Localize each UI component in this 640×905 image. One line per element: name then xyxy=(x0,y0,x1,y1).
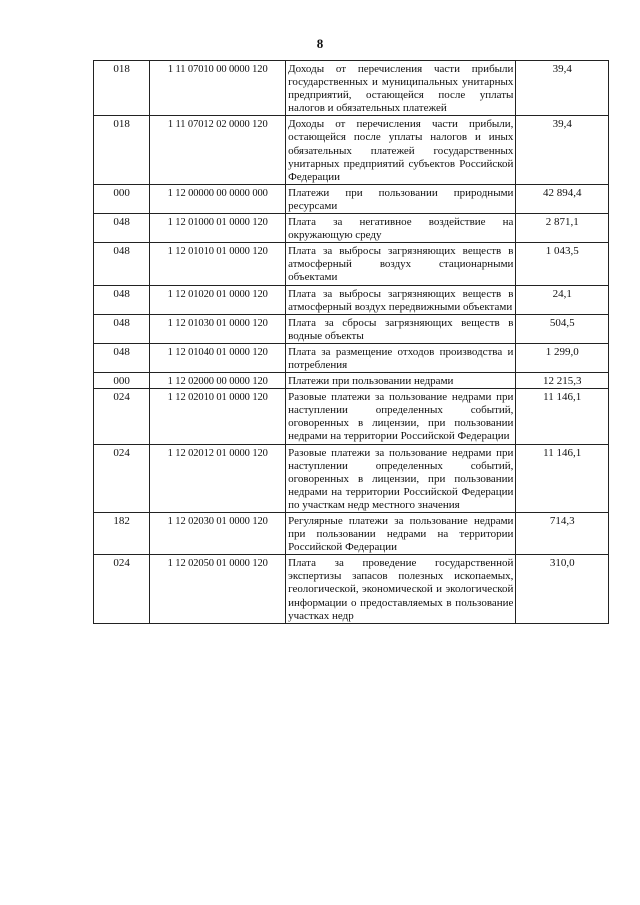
amount-cell: 11 146,1 xyxy=(516,444,609,512)
budget-code-cell: 1 12 02010 01 0000 120 xyxy=(150,389,286,444)
budget-code-cell: 1 12 01040 01 0000 120 xyxy=(150,343,286,372)
revenue-name-cell: Доходы от перечисления части прибыли, остающейся после уплаты налогов и иных обязательных платежей государственных унитарных предприятий субъектов Российской Федерации xyxy=(286,116,516,184)
amount-cell: 2 871,1 xyxy=(516,214,609,243)
revenue-name-cell: Плата за размещение отходов производства и потребления xyxy=(286,343,516,372)
table-row xyxy=(94,61,609,116)
revenue-name-cell: Плата за выбросы загрязняющих веществ в атмосферный воздух передвижными объектами xyxy=(286,285,516,314)
table-row xyxy=(94,314,609,343)
revenue-name-cell: Доходы от перечисления части прибыли государственных и муниципальных унитарных предприятий, остающейся после уплаты налогов и обязательных платежей xyxy=(286,61,516,116)
amount-cell: 310,0 xyxy=(516,555,609,623)
table-row xyxy=(94,214,609,243)
budget-code-cell: 1 11 07010 00 0000 120 xyxy=(150,61,286,116)
admin-code-cell: 182 xyxy=(94,513,150,555)
revenue-name-cell: Плата за сбросы загрязняющих веществ в водные объекты xyxy=(286,314,516,343)
budget-code-cell: 1 12 02000 00 0000 120 xyxy=(150,373,286,389)
amount-cell: 504,5 xyxy=(516,314,609,343)
amount-cell: 39,4 xyxy=(516,116,609,184)
table-row xyxy=(94,184,609,213)
budget-code-cell: 1 12 01010 01 0000 120 xyxy=(150,243,286,285)
admin-code-cell: 048 xyxy=(94,214,150,243)
admin-code-cell: 048 xyxy=(94,314,150,343)
budget-code-cell: 1 12 02050 01 0000 120 xyxy=(150,555,286,623)
budget-code-cell: 1 12 00000 00 0000 000 xyxy=(150,184,286,213)
admin-code-cell: 024 xyxy=(94,389,150,444)
admin-code-cell: 048 xyxy=(94,285,150,314)
amount-cell: 24,1 xyxy=(516,285,609,314)
budget-code-cell: 1 12 01020 01 0000 120 xyxy=(150,285,286,314)
amount-cell: 1 043,5 xyxy=(516,243,609,285)
admin-code-cell: 018 xyxy=(94,116,150,184)
amount-cell: 39,4 xyxy=(516,61,609,116)
amount-cell: 12 215,3 xyxy=(516,373,609,389)
admin-code-cell: 048 xyxy=(94,243,150,285)
revenue-name-cell: Платежи при пользовании природными ресурсами xyxy=(286,184,516,213)
table-row xyxy=(94,373,609,389)
amount-cell: 714,3 xyxy=(516,513,609,555)
budget-code-cell: 1 11 07012 02 0000 120 xyxy=(150,116,286,184)
budget-code-cell: 1 12 01000 01 0000 120 xyxy=(150,214,286,243)
table-row xyxy=(94,116,609,184)
admin-code-cell: 024 xyxy=(94,444,150,512)
budget-revenue-table xyxy=(93,60,609,624)
budget-code-cell: 1 12 02012 01 0000 120 xyxy=(150,444,286,512)
revenue-name-cell: Плата за негативное воздействие на окружающую среду xyxy=(286,214,516,243)
budget-code-cell: 1 12 01030 01 0000 120 xyxy=(150,314,286,343)
revenue-name-cell: Разовые платежи за пользование недрами при наступлении определенных событий, оговоренных в лицензии, при пользовании недрами на территории Российской Федерации xyxy=(286,389,516,444)
admin-code-cell: 000 xyxy=(94,373,150,389)
revenue-name-cell: Плата за выбросы загрязняющих веществ в атмосферный воздух стационарными объектами xyxy=(286,243,516,285)
revenue-name-cell: Платежи при пользовании недрами xyxy=(286,373,516,389)
table-body xyxy=(94,61,609,624)
amount-cell: 1 299,0 xyxy=(516,343,609,372)
page-number: 8 xyxy=(316,36,324,51)
revenue-name-cell: Разовые платежи за пользование недрами при наступлении определенных событий, оговоренных в лицензии, при пользовании недрами на территории Российской Федерации по участкам недр местного значения xyxy=(286,444,516,512)
budget-code-cell: 1 12 02030 01 0000 120 xyxy=(150,513,286,555)
table-row xyxy=(94,555,609,623)
revenue-name-cell: Регулярные платежи за пользование недрами при пользовании недрами на территории Российской Федерации xyxy=(286,513,516,555)
admin-code-cell: 048 xyxy=(94,343,150,372)
table-row xyxy=(94,285,609,314)
revenue-name-cell: Плата за проведение государственной экспертизы запасов полезных ископаемых, геологической, экономической и экологической информации о предоставляемых в пользование участках недр xyxy=(286,555,516,623)
admin-code-cell: 024 xyxy=(94,555,150,623)
amount-cell: 11 146,1 xyxy=(516,389,609,444)
amount-cell: 42 894,4 xyxy=(516,184,609,213)
table-row xyxy=(94,444,609,512)
admin-code-cell: 000 xyxy=(94,184,150,213)
table-row xyxy=(94,389,609,444)
table-row xyxy=(94,513,609,555)
table-row xyxy=(94,343,609,372)
table-row xyxy=(94,243,609,285)
admin-code-cell: 018 xyxy=(94,61,150,116)
